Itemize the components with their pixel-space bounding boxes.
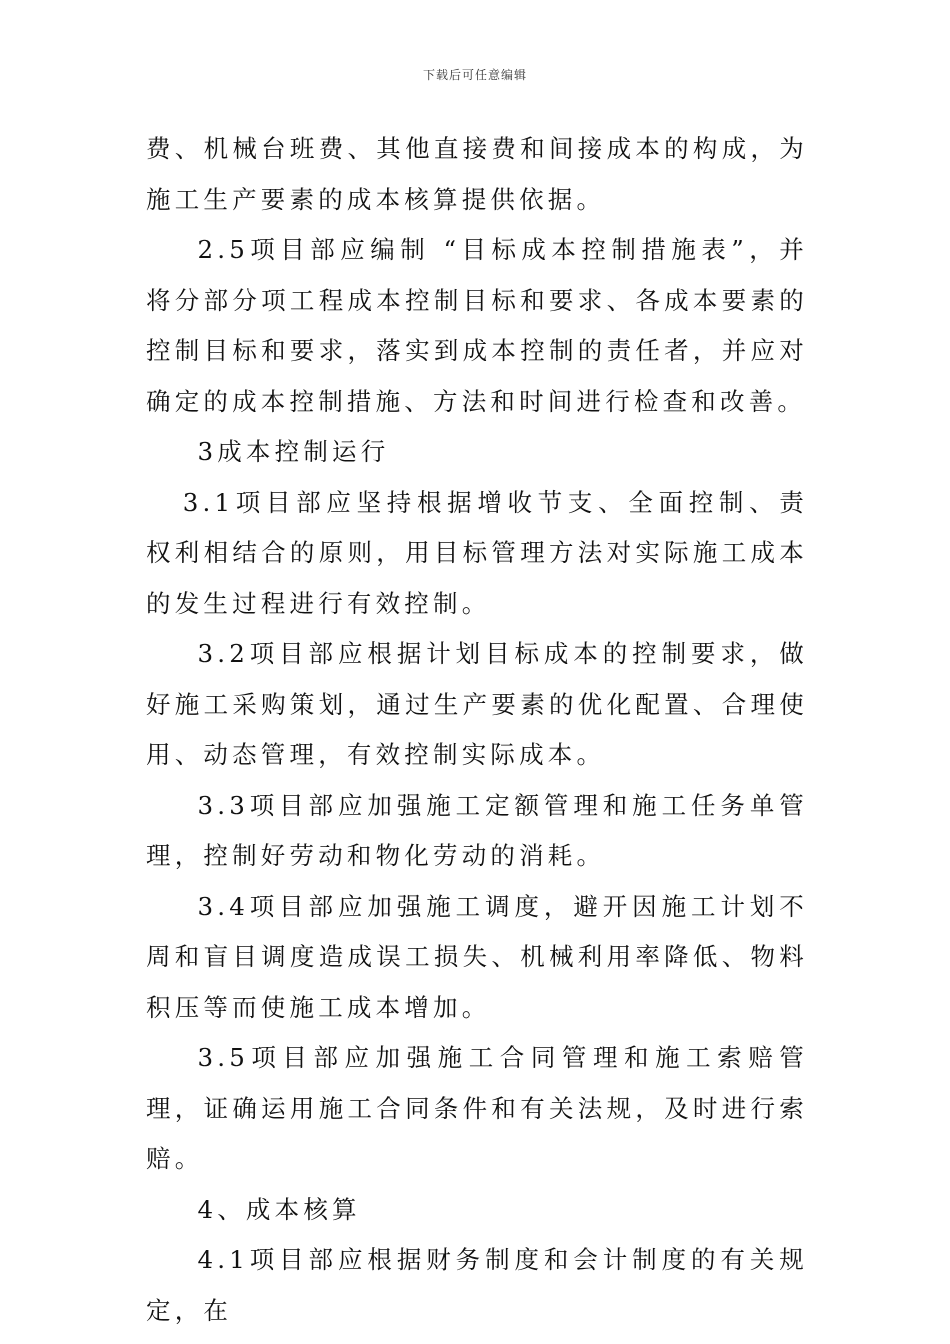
paragraph-3-3: 3.3项目部应加强施工定额管理和施工任务单管理，控制好劳动和物化劳动的消耗。 — [146, 790, 808, 870]
page-header-note: 下载后可任意编辑 — [422, 68, 527, 82]
paragraph-2-5: 2.5项目部应编制 “目标成本控制措施表”，并将分部分项工程成本控制目标和要求、各成本要素的控制目标和要求，落实到成本控制的责任者，并应对确定的成本控制措施、方法和时间进行检查和改善。 — [146, 235, 808, 416]
paragraph-3-5: 3.5项目部应加强施工合同管理和施工索赔管理，证确运用施工合同条件和有关法规，及时进行索赔。 — [146, 1043, 808, 1173]
section-heading-3: 3成本控制运行 — [197, 437, 390, 466]
section-heading-4: 4、成本核算 — [197, 1194, 361, 1224]
paragraph-3-1: 3.1项目部应坚持根据增收节支、全面控制、责权利相结合的原则，用目标管理方法对实际施工成本的发生过程进行有效控制。 — [146, 487, 808, 618]
paragraph-4-1: 4.1项目部应根据财务制度和会计制度的有关规定，在 — [146, 1245, 808, 1325]
paragraph-3-4: 3.4项目部应加强施工调度，避开因施工计划不周和盲目调度造成误工损失、机械利用率降低、物料积压等而使施工成本增加。 — [146, 891, 808, 1022]
paragraph-3-2: 3.2项目部应根据计划目标成本的控制要求，做好施工采购策划，通过生产要素的优化配置、合理使用、动态管理，有效控制实际成本。 — [146, 639, 808, 769]
paragraph-continuation: 费、机械台班费、其他直接费和间接成本的构成，为施工生产要素的成本核算提供依据。 — [146, 134, 808, 214]
document-body — [146, 124, 808, 1336]
